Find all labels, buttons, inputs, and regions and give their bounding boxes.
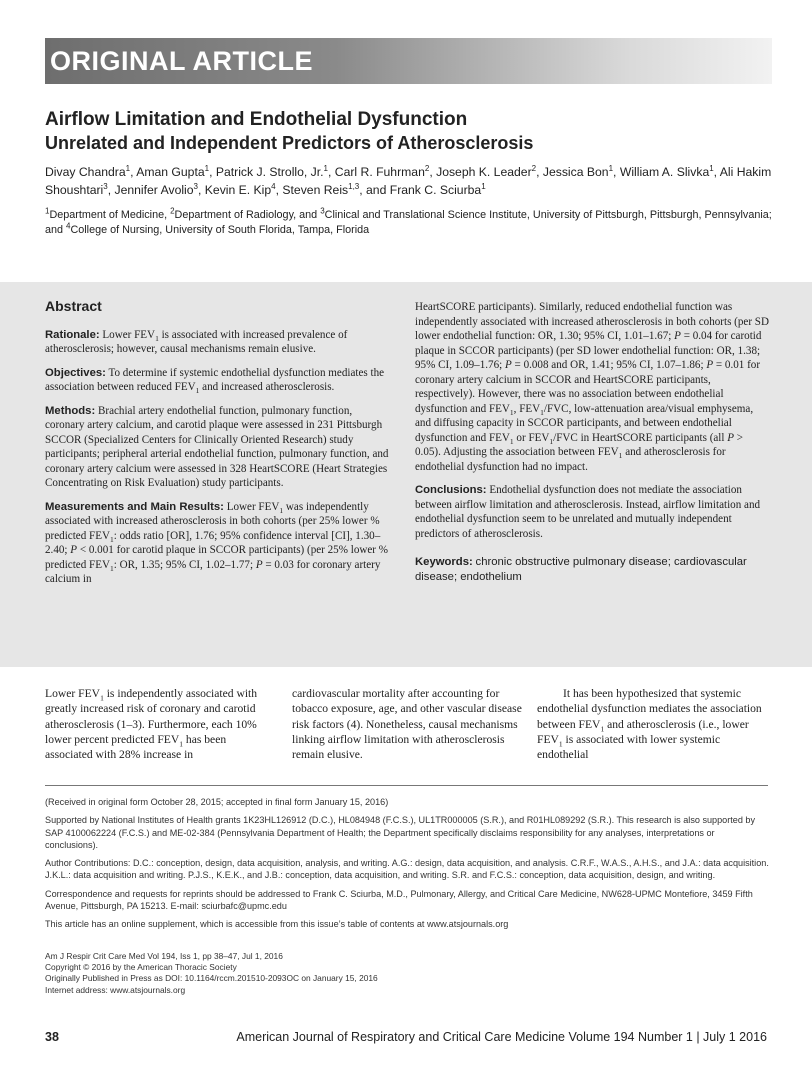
author: Ali Hakim Shoushtari xyxy=(45,165,772,197)
author: Jennifer Avolio xyxy=(114,183,194,197)
internet-address: Internet address: www.atsjournals.org xyxy=(45,984,186,995)
abstract-objectives: Objectives: To determine if systemic endothelial dysfunction mediates the association between reduced $FEV_1$ and increased atherosclerosis. xyxy=(45,366,385,396)
author-list: Divay Chandra$^1$, Aman Gupta$^1$, Patrick J. Strollo, Jr.$^1$, Carl R. Fuhrman$^2$, Joseph K. Leader$^2$, Jessica Bon$^1$, William A. Slivka$^1$, Ali Hakim Shoushtari$^3$, Jennifer Avolio$^3$, Kevin E. Kip$^4$, Steven Reis$^{1,3}$, and Frank C. Sciurba$^1$ xyxy=(45,163,772,197)
correspondence: Correspondence and requests for reprints should be addressed to Frank C. Sciurba, M.D., Pulmonary, Allergy, and Critical Care Medicine, NW628-UPMC Montefiore, 3459 Fifth Avenue, Pittsburgh, PA 15213. E-mail: sciurbafc@upmc.edu xyxy=(45,888,753,912)
received-dates: (Received in original form October 28, 2015; accepted in final form January 15, 2016) xyxy=(45,797,389,807)
abstract-methods: Methods: Brachial artery endothelial function, pulmonary function, coronary artery calcium, and carotid plaque were assessed in 231 Pittsburgh SCCOR (Specialized Centers for Clinically Oriented Research) study participants; peripheral arterial endothelial function, pulmonary function, and coronary artery calcium were assessed in 328 HeartSCORE (Heart Strategies Concentrating on Risk Evaluation) study participants. xyxy=(45,404,389,489)
article-type-label: ORIGINAL ARTICLE xyxy=(50,46,313,76)
body-column-2: cardiovascular mortality after accounting for tobacco exposure, age, and other vascular disease risk factors (4). Nonetheless, causal mechanisms linking airflow limitation with atherosclerosis remain elusive. xyxy=(292,687,522,762)
abstract-left-column xyxy=(45,297,392,596)
article-subtitle: Unrelated and Independent Predictors of Atherosclerosis xyxy=(45,133,534,153)
author: Joseph K. Leader xyxy=(436,165,532,179)
abstract-measurements: Measurements and Main Results: Lower $FEV_1$ was independently associated with increased atherosclerosis in both cohorts (per 25% lower % predicted $FEV_1$: odds ratio [OR], 1.76; 95% confidence interval [CI], 1.30–2.40; P < 0.001 for carotid plaque in SCCOR participants) (per 25% lower % predicted $FEV_1$: OR, 1.35; 95% CI, 1.02–1.77; P = 0.03 for coronary artery calcium in xyxy=(45,500,389,585)
page-number: 38 xyxy=(45,1030,59,1044)
citation: Am J Respir Crit Care Med Vol 194, Iss 1, pp 38–47, Jul 1, 2016 xyxy=(45,951,283,961)
author: Kevin E. Kip xyxy=(204,183,272,197)
abstract-heading: Abstract xyxy=(45,298,102,314)
abstract-keywords: Keywords: chronic obstructive pulmonary disease; cardiovascular disease; endothelium xyxy=(415,556,747,583)
abstract-right-column xyxy=(415,300,769,593)
supplement-note: This article has an online supplement, which is accessible from this issue’s table of contents at www.atsjournals.org xyxy=(45,919,509,930)
author: Jessica Bon xyxy=(542,165,609,179)
journal-footer: American Journal of Respiratory and Critical Care Medicine Volume 194 Number 1 | July 1 2016 xyxy=(236,1030,767,1044)
body-column-1: Lower $FEV_1$ is independently associated with greatly increased risk of coronary and carotid atherosclerosis (1–3). Furthermore, each 10% lower percent predicted $FEV_1$ has been associated with 28% increase in xyxy=(45,687,258,762)
author: Aman Gupta xyxy=(136,165,205,179)
footnote-divider xyxy=(45,785,768,786)
author-contributions: Author Contributions: D.C.: conception, design, data acquisition, analysis, and writing. A.G.: design, data acquisition, and analysis. C.R.F., W.A.S., A.H.S., and J.A.: data acquisition. J.K.L.: data acquisition and writing. P.J.S., K.E.K., and J.B.: conception, data acquisition, and writing. S.R. and F.C.S.: conception, data acquisition, design, and writing. xyxy=(45,858,769,881)
abstract-conclusions: Conclusions: Endothelial dysfunction does not mediate the association between airflow limitation and atherosclerosis. Instead, airflow limitation and endothelial dysfunction seem to be unrelated and mutually independent predictors of atherosclerosis. xyxy=(415,484,761,540)
publication-meta xyxy=(45,951,770,996)
doi-line: Originally Published in Press as DOI: 10.1164/rccm.201510-2093OC on January 15, 2016 xyxy=(45,973,378,984)
funding-statement: Supported by National Institutes of Health grants 1K23HL126912 (D.C.), HL084948 (F.C.S.), UL1TR000005 (S.R.), and R01HL089292 (S.R.). This research is also supported by SAP 4100062224 (F.C.S.) and ME-02-384 (Pennsylvania Department of Health; the Department specifically disclaims responsibility for any analyses, interpretations or conclusions). xyxy=(45,815,756,850)
author: Frank C. Sciurba xyxy=(389,183,482,197)
article-footnotes xyxy=(45,796,770,937)
abstract-measurements-cont: HeartSCORE participants). Similarly, reduced endothelial function was independently associated with increased atherosclerosis in both cohorts (per SD lower endothelial function: OR, 1.30; 95% CI, 1.01–1.67; P = 0.04 for carotid plaque in SCCOR participants) (per SD lower endothelial function: OR, 1.38; 95% CI, 1.09–1.76; P = 0.008 and OR, 1.41; 95% CI, 1.07–1.86; P = 0.01 for coronary artery calcium in SCCOR and HeartSCORE participants, respectively). However, there was no association between endothelial dysfunction and $FEV_1$, $FEV_1$/FVC, low-attenuation area/visual emphysema, and diffusing capacity in SCCOR participants, and between endothelial dysfunction and $FEV_1$ or $FEV_1$/FVC in HeartSCORE participants (all P > 0.05). Adjusting the association between $FEV_1$ and atherosclerosis for endothelial dysfunction had no impact. xyxy=(415,301,769,473)
author: William A. Slivka xyxy=(619,165,710,179)
author: Carl R. Fuhrman xyxy=(334,165,425,179)
body-column-3: It has been hypothesized that systemic endothelial dysfunction mediates the association between $FEV_1$ and atherosclerosis (i.e., lower $FEV_1$ is associated with lower systemic endothelial xyxy=(537,687,762,762)
author: Divay Chandra xyxy=(45,165,126,179)
affiliations: $^1$Department of Medicine, $^2$Department of Radiology, and $^3$Clinical and Translational Science Institute, University of Pittsburgh, Pittsburgh, Pennsylvania; and $^4$College of Nursing, University of South Florida, Tampa, Florida xyxy=(45,206,772,236)
copyright: Copyright © 2016 by the American Thoracic Society xyxy=(45,962,237,973)
author: Patrick J. Strollo, Jr. xyxy=(215,165,324,179)
abstract-rationale: Rationale: Lower $FEV_1$ is associated with increased prevalence of atherosclerosis; however, causal mechanisms remain elusive. xyxy=(45,328,348,355)
author: Steven Reis xyxy=(282,183,349,197)
article-title: Airflow Limitation and Endothelial Dysfunction xyxy=(45,109,468,130)
